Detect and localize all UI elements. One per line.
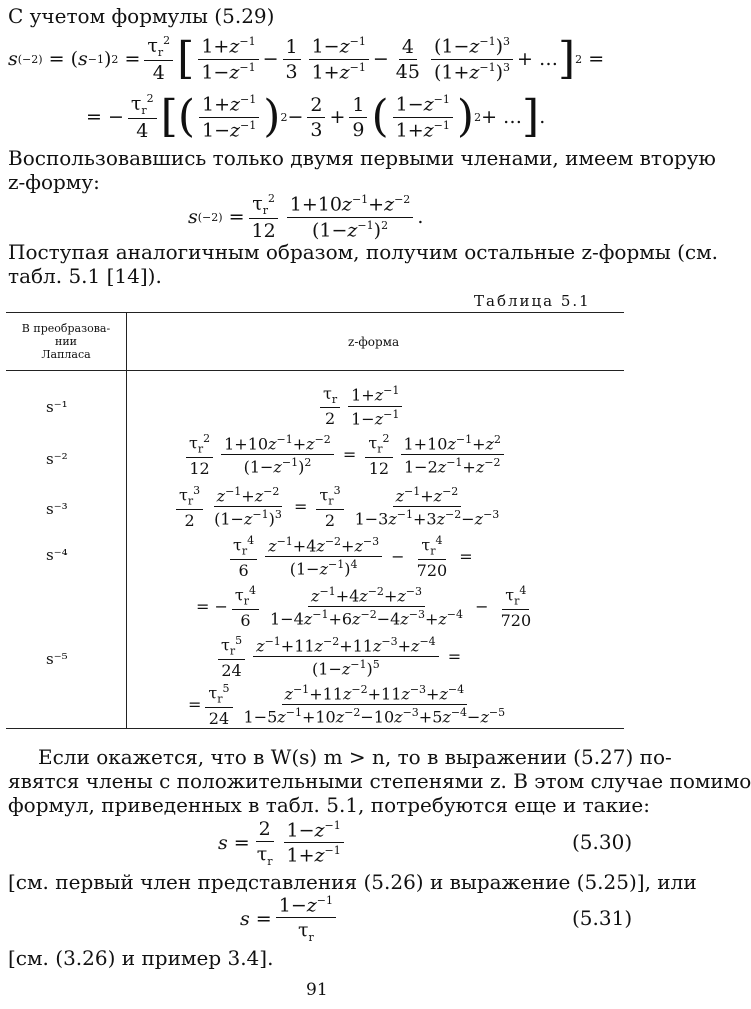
equation-number: (5.30) (572, 830, 633, 854)
equation-5-30: s = $\frac{2}{\tau_r}$ $\frac{1-z^{-1}}{1+z^{-1}}$ (218, 818, 348, 868)
z-form-s-5-line1: $\frac{\tau_r^5}{24}$ $\frac{z^{-1}+11z^{-2}+11z^{-3}+z^{-4}}{(1-z^{-1})^5}$ = (214, 634, 461, 680)
table-header-laplace (8, 322, 124, 361)
z-form-s-2: $\frac{\tau_r^2}{12}$ $\frac{1+10z^{-1}+z^{-2}}{(1-z^{-1})^2}$ = $\frac{\tau_r^2}{12}$ $\frac{1+10z^{-1}+z^2}{1-2z^{-1}+z^{-2}}$ (182, 432, 508, 478)
z-form-s-5-line2: = $\frac{\tau_r^5}{24}$ $\frac{z^{-1}+11z^{-2}+11z^{-3}+z^{-4}}{1-5z^{-1}+10z^{-2}-10z^{-3}+5z^{-4}-z^{-5}}$ (188, 682, 506, 728)
table-bottom-rule (6, 728, 624, 729)
paragraph-line: [см. первый член представления (5.26) и выражение (5.25)], или (8, 870, 697, 894)
paragraph-line: явятся члены с положительными степенями z. В этом случае помимо (8, 769, 751, 793)
equation-second-z-form: s (−2) = $\frac{\tau_r^2}{12}$ $\frac{1+10z^{-1}+z^{-2}}{(1-z^{-1})^2}$ . (188, 192, 424, 243)
page-number: 91 (306, 980, 328, 1000)
header-text: В преобразова- (21, 322, 111, 335)
paragraph-line: формул, приведенных в табл. 5.1, потребуются еще и такие: (8, 793, 650, 817)
paragraph-line: Если окажется, что в W(s) m > n, то в выражении (5.27) по- (38, 745, 672, 769)
paragraph-line: табл. 5.1 [14]). (8, 264, 162, 288)
row-label-s-2: s⁻² (46, 450, 68, 468)
header-text: Лапласа (41, 348, 91, 361)
z-form-s-1: $\frac{\tau_r}{2}$ $\frac{1+z^{-1}}{1-z^{-1}}$ (316, 384, 406, 428)
table-column-divider (126, 312, 127, 728)
equation-number: (5.31) (572, 906, 633, 930)
table-caption: Таблица 5.1 (474, 292, 591, 310)
row-label-s-4: s⁻⁴ (46, 546, 68, 564)
z-form-s-4-line1: $\frac{\tau_r^4}{6}$ $\frac{z^{-1}+4z^{-2}+z^{-3}}{(1-z^{-1})^4}$ − $\frac{\tau_r^4}{720}$ = (226, 534, 473, 580)
equation-s-minus2-expansion-line2: = − $\frac{\tau_r^2}{4}$ [ ( $\frac{1+z^{-1}}{1-z^{-1}}$ ) 2 − $\frac{2}{3}$ + $\frac{1}{9}$ ( $\frac{1-z^{-1}}{1+z^{-1}}$ ) 2 + … ] . (86, 91, 546, 143)
header-text: нии (55, 335, 77, 348)
equation-5-31: s = $\frac{1-z^{-1}}{\tau_r}$ (240, 894, 340, 944)
intro-line: С учетом формулы (5.29) (8, 4, 275, 28)
paragraph-line: [см. (3.26) и пример 3.4]. (8, 946, 274, 970)
paragraph-line: Воспользовавшись только двумя первыми членами, имеем вторую (8, 146, 716, 170)
table-header-z-form: z-форма (348, 335, 400, 349)
table-header-rule (6, 370, 624, 371)
equation-s-minus2-expansion-line1: s (−2) = ( s −1 ) 2 = $\frac{\tau_r^2}{4}$ [ $\frac{1+z^{-1}}{1-z^{-1}}$ − $\frac{1}{3}$ $\frac{1-z^{-1}}{1+z^{-1}}$ − $\frac{4}{45}$ $\frac{(1-z^{-1})^3}{(1+z^{-1})^3}$ + … ] 2 = (8, 33, 605, 85)
table-top-rule (6, 312, 624, 313)
z-form-s-3: $\frac{\tau_r^3}{2}$ $\frac{z^{-1}+z^{-2}}{(1-z^{-1})^3}$ = $\frac{\tau_r^3}{2}$ $\frac{z^{-1}+z^{-2}}{1-3z^{-1}+3z^{-2}-z^{-3}}$ (172, 484, 506, 530)
row-label-s-3: s⁻³ (46, 500, 68, 518)
row-label-s-5: s⁻⁵ (46, 650, 68, 668)
paragraph-line: z-форму: (8, 170, 100, 194)
z-form-s-4-line2: = − $\frac{\tau_r^4}{6}$ $\frac{z^{-1}+4z^{-2}+z^{-3}}{1-4z^{-1}+6z^{-2}-4z^{-3}+z^{-4}}$ − $\frac{\tau_r^4}{720}$ (196, 584, 532, 630)
row-label-s-1: s⁻¹ (46, 398, 68, 416)
paragraph-line: Поступая аналогичным образом, получим остальные z-формы (см. (8, 240, 719, 264)
